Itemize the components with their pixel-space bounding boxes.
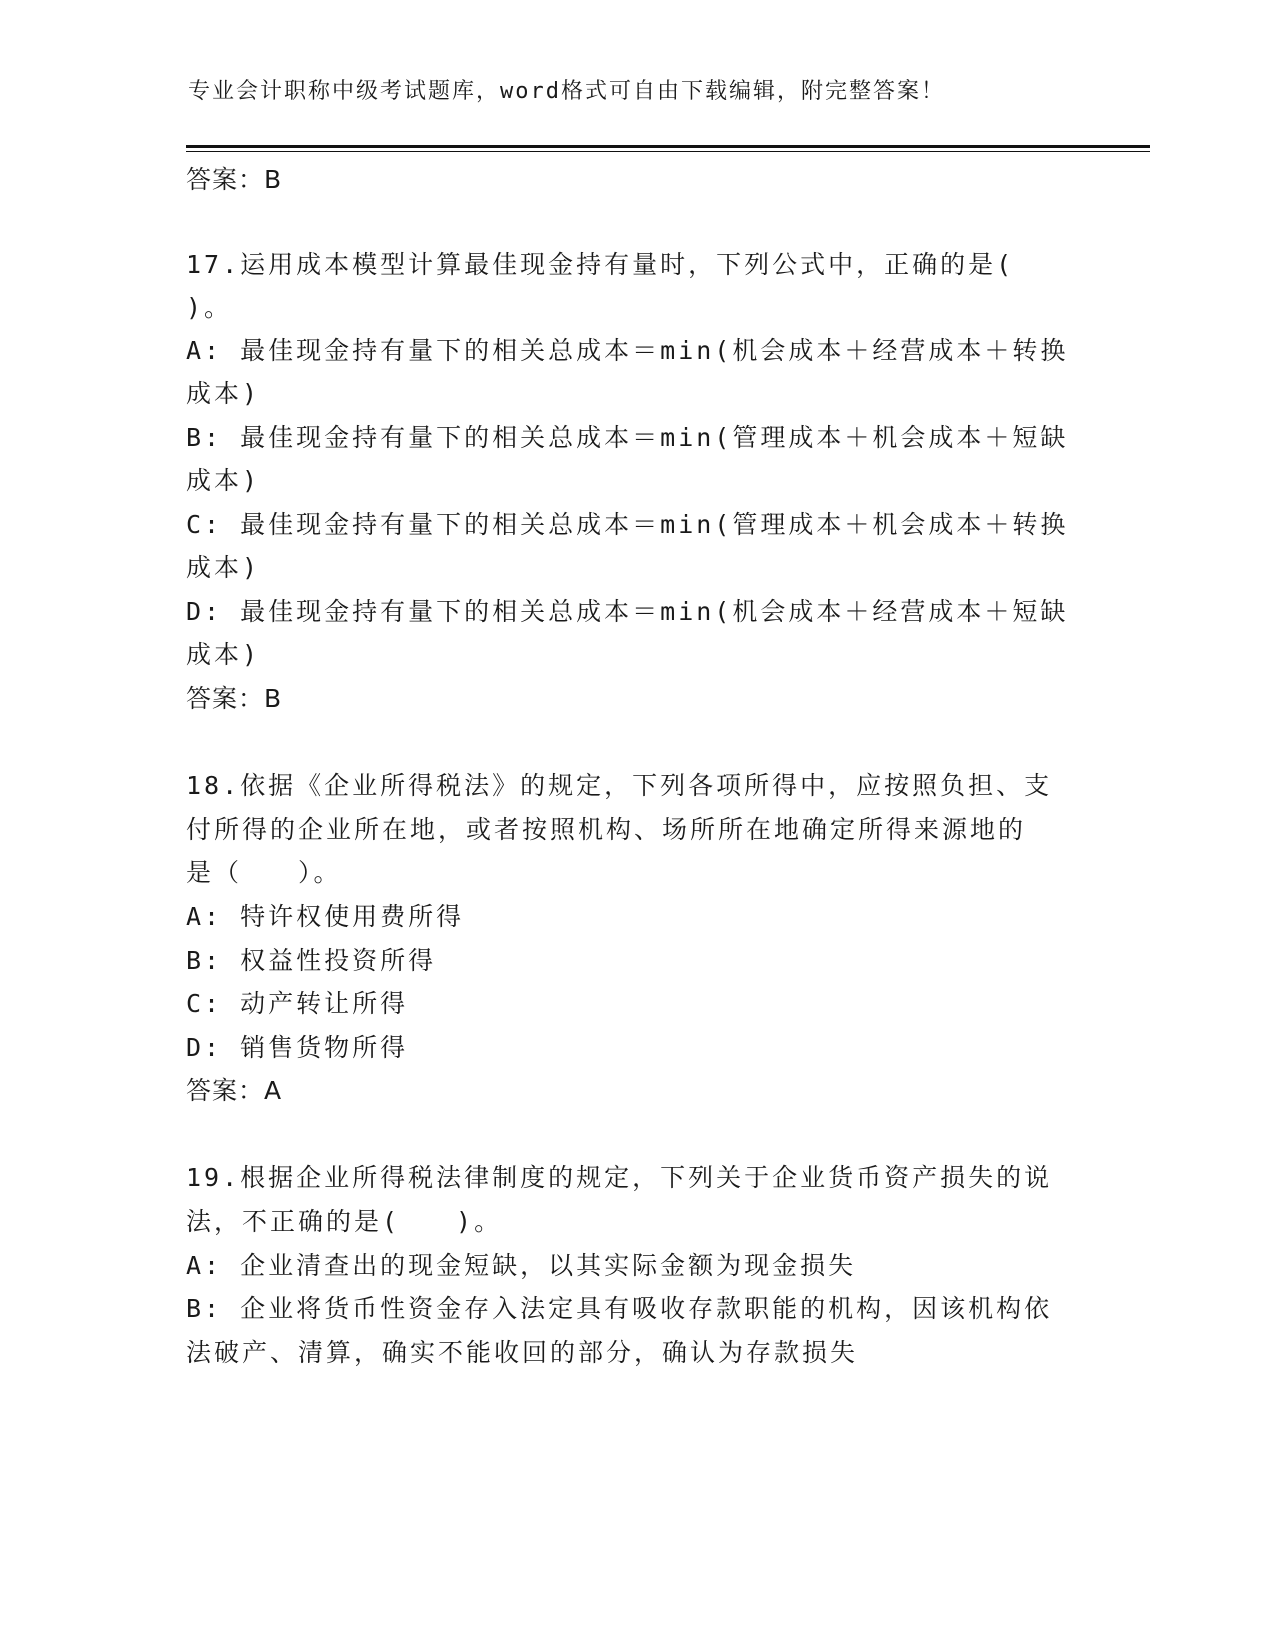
question-19-stem: 19.根据企业所得税法律制度的规定，下列关于企业货币资产损失的说	[186, 1163, 1053, 1192]
q17-option-c-cont: 成本)	[186, 553, 261, 582]
page-header: 专业会计职称中级考试题库，word格式可自由下载编辑，附完整答案！	[188, 79, 945, 104]
q19-option-a: A: 企业清查出的现金短缺，以其实际金额为现金损失	[186, 1251, 857, 1280]
answer-18: 答案：A	[186, 1076, 283, 1105]
q17-option-d-cont: 成本)	[186, 640, 261, 669]
question-18-stem-end: 是（ ）。	[186, 858, 342, 887]
q17-option-d: D: 最佳现金持有量下的相关总成本＝min(机会成本＋经营成本＋短缺	[186, 597, 1069, 626]
q17-option-c: C: 最佳现金持有量下的相关总成本＝min(管理成本＋机会成本＋转换	[186, 510, 1069, 539]
header-rule	[186, 145, 1150, 148]
q19-option-b: B: 企业将货币性资金存入法定具有吸收存款职能的机构，因该机构依	[186, 1294, 1053, 1323]
answer-17: 答案：B	[186, 684, 283, 713]
question-17-stem-cont: )。	[186, 293, 233, 322]
q18-option-b: B: 权益性投资所得	[186, 946, 437, 975]
question-18-stem-cont: 付所得的企业所在地，或者按照机构、场所所在地确定所得来源地的	[186, 815, 1027, 844]
question-19-stem-cont: 法，不正确的是( )。	[186, 1207, 503, 1236]
q19-option-b-cont: 法破产、清算，确实不能收回的部分，确认为存款损失	[186, 1338, 859, 1367]
q17-option-a: A: 最佳现金持有量下的相关总成本＝min(机会成本＋经营成本＋转换	[186, 336, 1069, 365]
header-rule-thin	[186, 151, 1150, 152]
q17-option-b: B: 最佳现金持有量下的相关总成本＝min(管理成本＋机会成本＋短缺	[186, 423, 1069, 452]
question-18-stem: 18.依据《企业所得税法》的规定，下列各项所得中，应按照负担、支	[186, 771, 1053, 800]
q17-option-a-cont: 成本)	[186, 379, 261, 408]
q18-option-d: D: 销售货物所得	[186, 1033, 409, 1062]
q18-option-c: C: 动产转让所得	[186, 989, 409, 1018]
q17-option-b-cont: 成本)	[186, 466, 261, 495]
answer-16: 答案：B	[186, 165, 283, 194]
question-17-stem: 17.运用成本模型计算最佳现金持有量时，下列公式中，正确的是(	[186, 250, 1015, 279]
q18-option-a: A: 特许权使用费所得	[186, 902, 465, 931]
